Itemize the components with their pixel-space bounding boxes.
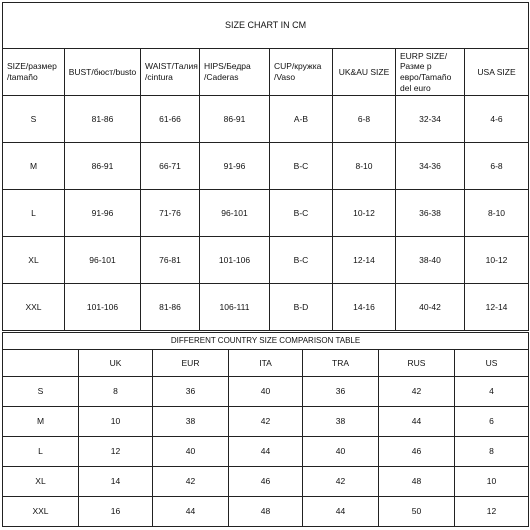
cell-size: S	[3, 96, 65, 143]
cell-usa: 4-6	[465, 96, 529, 143]
cell-hips: 106-111	[200, 284, 270, 331]
cell-cup: B-C	[270, 190, 333, 237]
header-uk-au-size: UK&AU SIZE	[333, 49, 396, 96]
cell-eurp: 34-36	[396, 143, 465, 190]
cell-bust: 96-101	[65, 237, 141, 284]
cell-waist: 76-81	[141, 237, 200, 284]
table-row	[3, 407, 529, 437]
cell-uk: 10	[79, 407, 153, 437]
cell-size: M	[3, 407, 79, 437]
cell-eur: 42	[153, 467, 229, 497]
cell-eur: 38	[153, 407, 229, 437]
cell-eur: 44	[153, 497, 229, 527]
cell-uk: 12	[79, 437, 153, 467]
cell-eurp: 32-34	[396, 96, 465, 143]
cell-eur: 36	[153, 377, 229, 407]
header-ita: ITA	[229, 350, 303, 377]
header-waist: WAIST/Талия /cintura	[141, 49, 200, 96]
cell-uk: 14	[79, 467, 153, 497]
cell-size: S	[3, 377, 79, 407]
cell-uk-au: 12-14	[333, 237, 396, 284]
cell-cup: A-B	[270, 96, 333, 143]
cell-rus: 42	[379, 377, 455, 407]
comparison-title-row	[3, 333, 529, 350]
cell-us: 8	[455, 437, 529, 467]
cell-hips: 86-91	[200, 96, 270, 143]
cell-size: M	[3, 143, 65, 190]
cell-tra: 42	[303, 467, 379, 497]
cell-ita: 44	[229, 437, 303, 467]
comparison-header-row	[3, 350, 529, 377]
cell-waist: 66-71	[141, 143, 200, 190]
cell-us: 4	[455, 377, 529, 407]
cell-uk-au: 8-10	[333, 143, 396, 190]
size-chart-title-row	[3, 3, 529, 49]
cell-waist: 61-66	[141, 96, 200, 143]
header-us: US	[455, 350, 529, 377]
country-size-comparison-table	[2, 332, 529, 527]
cell-uk-au: 10-12	[333, 190, 396, 237]
cell-size: XXL	[3, 497, 79, 527]
table-row	[3, 284, 529, 331]
cell-us: 6	[455, 407, 529, 437]
header-eurp-size: EURP SIZE/Разме р евро/Tamaño del euro	[396, 49, 465, 96]
cell-size: XL	[3, 237, 65, 284]
cell-cup: B-C	[270, 143, 333, 190]
cell-bust: 86-91	[65, 143, 141, 190]
cell-cup: B-D	[270, 284, 333, 331]
cell-rus: 50	[379, 497, 455, 527]
header-uk: UK	[79, 350, 153, 377]
table-row	[3, 467, 529, 497]
cell-usa: 12-14	[465, 284, 529, 331]
cell-tra: 38	[303, 407, 379, 437]
cell-usa: 6-8	[465, 143, 529, 190]
table-row	[3, 190, 529, 237]
cell-eurp: 40-42	[396, 284, 465, 331]
header-eur: EUR	[153, 350, 229, 377]
cell-uk-au: 6-8	[333, 96, 396, 143]
size-chart-header-row	[3, 49, 529, 96]
comparison-table-title: DIFFERENT COUNTRY SIZE COMPARISON TABLE	[3, 333, 529, 350]
cell-size: XL	[3, 467, 79, 497]
header-tra: TRA	[303, 350, 379, 377]
header-bust: BUST/бюст/busto	[65, 49, 141, 96]
size-chart-table	[2, 2, 529, 331]
cell-rus: 44	[379, 407, 455, 437]
cell-eurp: 38-40	[396, 237, 465, 284]
cell-tra: 36	[303, 377, 379, 407]
cell-uk: 16	[79, 497, 153, 527]
cell-rus: 46	[379, 437, 455, 467]
header-rus: RUS	[379, 350, 455, 377]
cell-hips: 101-106	[200, 237, 270, 284]
cell-us: 10	[455, 467, 529, 497]
cell-size: L	[3, 190, 65, 237]
table-row	[3, 497, 529, 527]
cell-usa: 10-12	[465, 237, 529, 284]
header-size-blank	[3, 350, 79, 377]
size-chart-title: SIZE CHART IN CM	[3, 3, 529, 49]
header-size: SIZE/размер /tamaño	[3, 49, 65, 96]
cell-hips: 91-96	[200, 143, 270, 190]
cell-tra: 44	[303, 497, 379, 527]
header-hips: HIPS/Бедра /Caderas	[200, 49, 270, 96]
cell-ita: 42	[229, 407, 303, 437]
header-usa-size: USA SIZE	[465, 49, 529, 96]
cell-cup: B-C	[270, 237, 333, 284]
cell-ita: 48	[229, 497, 303, 527]
cell-bust: 81-86	[65, 96, 141, 143]
cell-hips: 96-101	[200, 190, 270, 237]
cell-waist: 71-76	[141, 190, 200, 237]
cell-uk: 8	[79, 377, 153, 407]
table-row	[3, 437, 529, 467]
table-row	[3, 237, 529, 284]
cell-eurp: 36-38	[396, 190, 465, 237]
cell-us: 12	[455, 497, 529, 527]
cell-size: L	[3, 437, 79, 467]
cell-bust: 91-96	[65, 190, 141, 237]
table-row	[3, 143, 529, 190]
cell-bust: 101-106	[65, 284, 141, 331]
header-cup: CUP/кружка /Vaso	[270, 49, 333, 96]
cell-ita: 40	[229, 377, 303, 407]
cell-tra: 40	[303, 437, 379, 467]
cell-rus: 48	[379, 467, 455, 497]
cell-eur: 40	[153, 437, 229, 467]
cell-waist: 81-86	[141, 284, 200, 331]
cell-size: XXL	[3, 284, 65, 331]
cell-usa: 8-10	[465, 190, 529, 237]
cell-ita: 46	[229, 467, 303, 497]
table-row	[3, 377, 529, 407]
table-row	[3, 96, 529, 143]
cell-uk-au: 14-16	[333, 284, 396, 331]
